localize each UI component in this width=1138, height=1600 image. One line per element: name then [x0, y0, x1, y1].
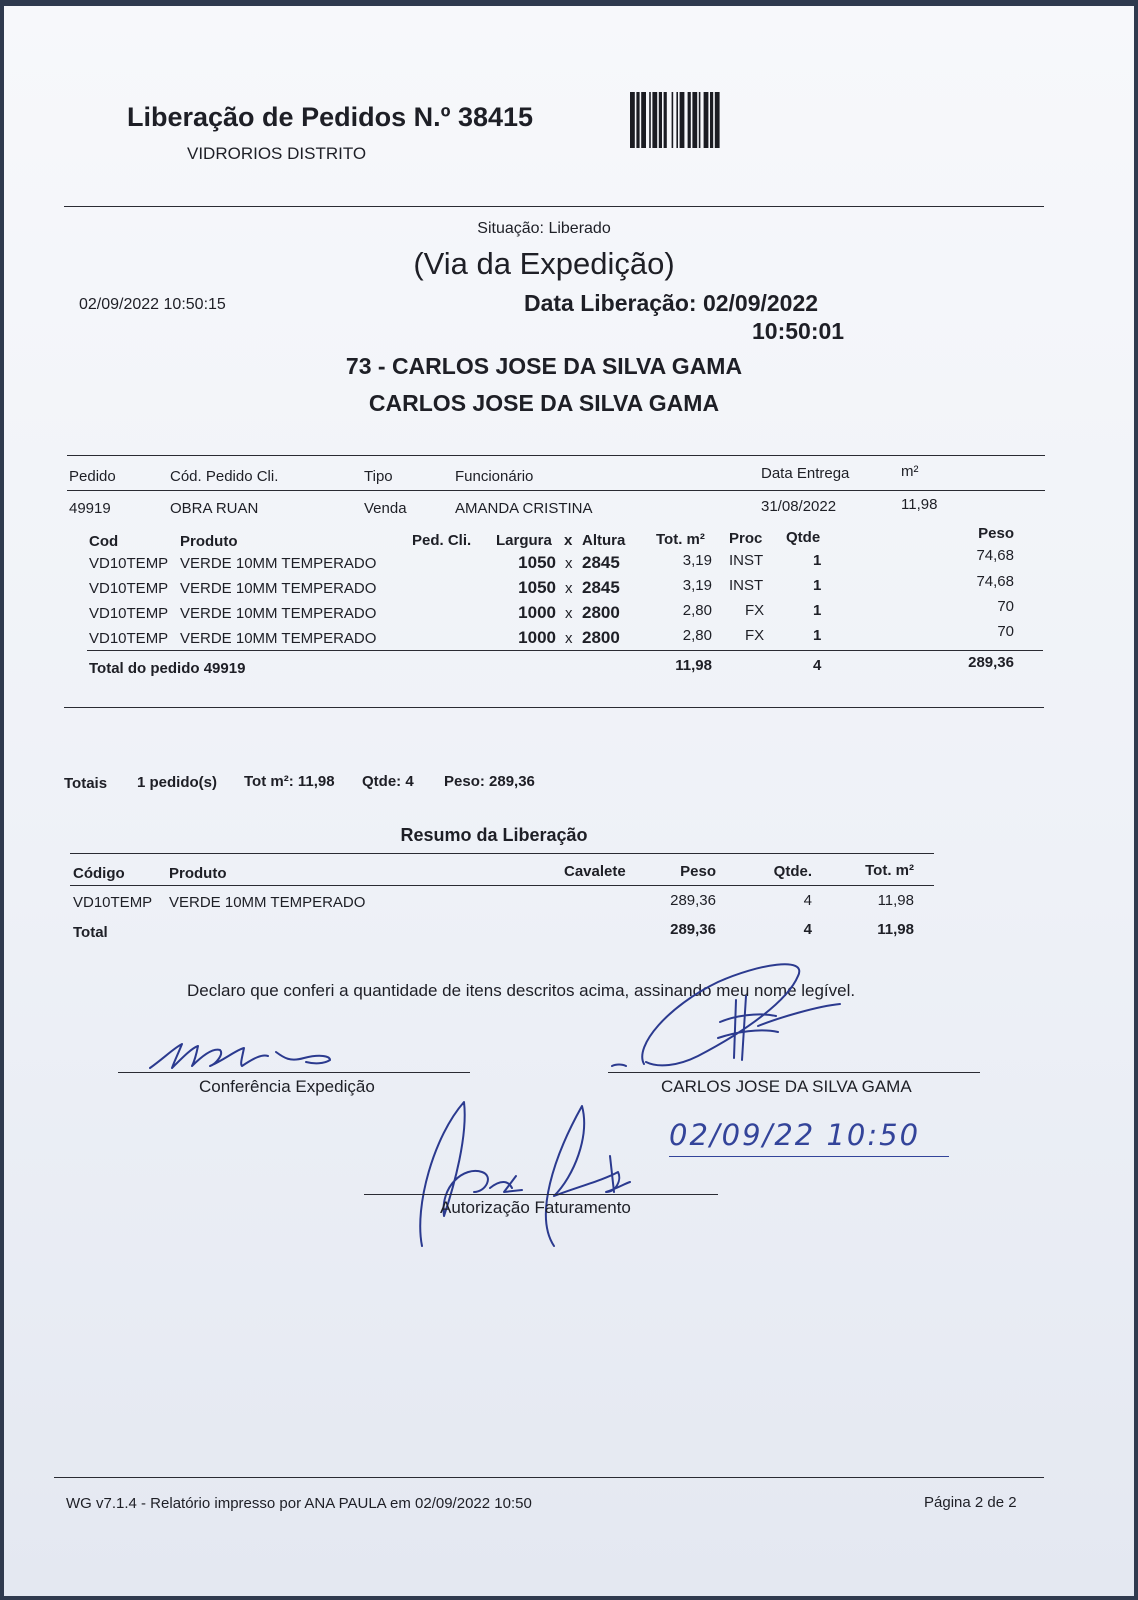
- order-funcionario: AMANDA CRISTINA: [455, 500, 593, 517]
- col-tot-m2: Tot. m²: [656, 531, 705, 548]
- document-page: [4, 6, 1134, 1596]
- resumo-total-tot-m2: 11,98: [877, 921, 914, 938]
- client-name: CARLOS JOSE DA SILVA GAMA: [368, 390, 720, 416]
- item-altura: 2845: [582, 553, 620, 572]
- items-total-line: [87, 650, 1043, 651]
- company-name: VIDRORIOS DISTRITO: [187, 144, 367, 163]
- resumo-col-peso: Peso: [680, 863, 716, 880]
- col-largura: Largura: [496, 532, 552, 549]
- items-total-qtde: 4: [813, 657, 822, 674]
- barcode-bar: [649, 92, 651, 148]
- totais-peso: Peso: 289,36: [444, 773, 535, 790]
- order-section-divider: [64, 707, 1044, 708]
- resumo-codigo: VD10TEMP: [73, 894, 153, 911]
- item-altura: 2800: [582, 628, 620, 647]
- footer-page-number: Página 2 de 2: [924, 1494, 1017, 1511]
- col-tipo: Tipo: [364, 468, 393, 485]
- cliente-label: CARLOS JOSE DA SILVA GAMA: [661, 1077, 912, 1096]
- item-qtde: 1: [813, 552, 822, 569]
- col-ped-cli: Ped. Cli.: [412, 532, 472, 549]
- barcode-bar: [641, 92, 646, 148]
- via-label: (Via da Expedição): [413, 246, 675, 281]
- barcode-bar: [652, 92, 657, 148]
- item-largura: 1050: [518, 553, 556, 572]
- item-x: x: [565, 580, 573, 597]
- resumo-col-codigo: Código: [73, 865, 125, 882]
- autorizacao-signature: [404, 1096, 664, 1256]
- item-proc: INST: [729, 552, 764, 569]
- declaration-text: Declaro que conferi a quantidade de itens descritos acima, assinando meu nome legível.: [187, 981, 856, 1000]
- item-x: x: [565, 605, 573, 622]
- cliente-signature-line: [608, 1072, 980, 1073]
- footer-divider: [54, 1477, 1044, 1478]
- barcode: [630, 92, 800, 148]
- item-tot-m2: 3,19: [682, 552, 712, 569]
- item-peso: 74,68: [976, 547, 1014, 564]
- order-table-top-line: [67, 455, 1045, 456]
- handwritten-date-underline: [669, 1156, 949, 1157]
- items-total-label: Total do pedido 49919: [89, 660, 246, 677]
- col-peso: Peso: [978, 525, 1014, 542]
- item-proc: INST: [729, 577, 764, 594]
- order-pedido: 49919: [69, 500, 111, 517]
- order-m2: 11,98: [901, 496, 938, 513]
- item-largura: 1000: [518, 628, 556, 647]
- barcode-bar: [704, 92, 709, 148]
- resumo-produto: VERDE 10MM TEMPERADO: [169, 894, 366, 911]
- items-total-peso: 289,36: [968, 654, 1014, 671]
- situacao-label: Situação: Liberado: [477, 220, 611, 237]
- col-funcionario: Funcionário: [455, 468, 534, 485]
- autorizacao-signature-line: [364, 1194, 718, 1195]
- item-cod: VD10TEMP: [89, 555, 169, 572]
- resumo-header-line: [70, 885, 934, 886]
- item-tot-m2: 2,80: [682, 627, 712, 644]
- document-title: Liberação de Pedidos N.º 38415: [127, 102, 534, 132]
- barcode-bar: [636, 92, 639, 148]
- item-tot-m2: 3,19: [682, 577, 712, 594]
- resumo-tot-m2: 11,98: [877, 892, 914, 909]
- item-qtde: 1: [813, 627, 822, 644]
- autorizacao-label: Autorização Faturamento: [440, 1198, 631, 1217]
- conferencia-label: Conferência Expedição: [199, 1077, 375, 1096]
- resumo-col-tot-m2: Tot. m²: [865, 862, 914, 879]
- cliente-signature: [608, 956, 868, 1076]
- resumo-total-peso: 289,36: [670, 921, 716, 938]
- barcode-bar: [659, 92, 662, 148]
- barcode-bar: [680, 92, 685, 148]
- data-liberacao-time: 10:50:01: [752, 318, 845, 344]
- col-altura: Altura: [582, 532, 626, 549]
- item-produto: VERDE 10MM TEMPERADO: [180, 580, 377, 597]
- barcode-bar: [710, 92, 713, 148]
- order-cod-pedido-cli: OBRA RUAN: [170, 500, 259, 517]
- client-code-name: 73 - CARLOS JOSE DA SILVA GAMA: [345, 353, 743, 379]
- item-produto: VERDE 10MM TEMPERADO: [180, 555, 377, 572]
- barcode-bar: [715, 92, 720, 148]
- item-peso: 74,68: [976, 573, 1014, 590]
- conferencia-signature-line: [118, 1072, 470, 1073]
- barcode-bar: [664, 92, 667, 148]
- resumo-col-produto: Produto: [169, 865, 227, 882]
- totais-pedidos: 1 pedido(s): [137, 774, 218, 791]
- barcode-bar: [688, 92, 691, 148]
- resumo-total-label: Total: [73, 924, 108, 941]
- col-data-entrega: Data Entrega: [761, 465, 850, 482]
- item-peso: 70: [997, 623, 1014, 640]
- item-cod: VD10TEMP: [89, 605, 169, 622]
- header-divider: [64, 206, 1044, 207]
- order-data-entrega: 31/08/2022: [761, 498, 837, 515]
- item-qtde: 1: [813, 602, 822, 619]
- order-tipo: Venda: [364, 500, 407, 517]
- barcode-bar: [676, 92, 678, 148]
- col-proc: Proc: [729, 530, 763, 547]
- conferencia-signature: [144, 1036, 344, 1072]
- barcode-bar: [699, 92, 701, 148]
- item-peso: 70: [997, 598, 1014, 615]
- item-produto: VERDE 10MM TEMPERADO: [180, 630, 377, 647]
- resumo-total-qtde: 4: [803, 921, 812, 938]
- resumo-peso: 289,36: [670, 892, 716, 909]
- item-produto: VERDE 10MM TEMPERADO: [180, 605, 377, 622]
- item-x: x: [565, 555, 573, 572]
- barcode-bar: [672, 92, 674, 148]
- resumo-top-line: [70, 853, 934, 854]
- totais-m2: Tot m²: 11,98: [244, 773, 335, 790]
- item-altura: 2800: [582, 603, 620, 622]
- col-x: x: [564, 532, 573, 549]
- item-qtde: 1: [813, 577, 822, 594]
- col-qtde: Qtde: [786, 529, 821, 546]
- col-pedido: Pedido: [69, 468, 116, 485]
- item-x: x: [565, 630, 573, 647]
- col-cod: Cod: [89, 533, 119, 550]
- item-largura: 1050: [518, 578, 556, 597]
- order-table-header-line: [67, 490, 1045, 491]
- items-total-m2: 11,98: [675, 657, 712, 674]
- print-datetime: 02/09/2022 10:50:15: [79, 296, 226, 313]
- item-cod: VD10TEMP: [89, 630, 169, 647]
- data-liberacao: Data Liberação: 02/09/2022: [524, 290, 819, 316]
- item-proc: FX: [745, 627, 765, 644]
- col-cod-pedido-cli: Cód. Pedido Cli.: [170, 468, 279, 485]
- item-tot-m2: 2,80: [682, 602, 712, 619]
- barcode-bar: [692, 92, 697, 148]
- col-m2: m²: [901, 463, 919, 480]
- item-altura: 2845: [582, 578, 620, 597]
- item-cod: VD10TEMP: [89, 580, 169, 597]
- item-largura: 1000: [518, 603, 556, 622]
- handwritten-date: 02/09/22 10:50: [669, 1118, 921, 1152]
- col-produto: Produto: [180, 533, 238, 550]
- barcode-bar: [630, 92, 635, 148]
- totais-label: Totais: [64, 775, 108, 792]
- resumo-qtde: 4: [803, 892, 812, 909]
- totais-qtde: Qtde: 4: [362, 773, 414, 790]
- footer-printed-by: WG v7.1.4 - Relatório impresso por ANA PAULA em 02/09/2022 10:50: [66, 1495, 532, 1512]
- resumo-col-cavalete: Cavalete: [564, 863, 626, 880]
- resumo-col-qtde: Qtde.: [773, 863, 812, 880]
- resumo-title: Resumo da Liberação: [400, 825, 588, 845]
- item-proc: FX: [745, 602, 765, 619]
